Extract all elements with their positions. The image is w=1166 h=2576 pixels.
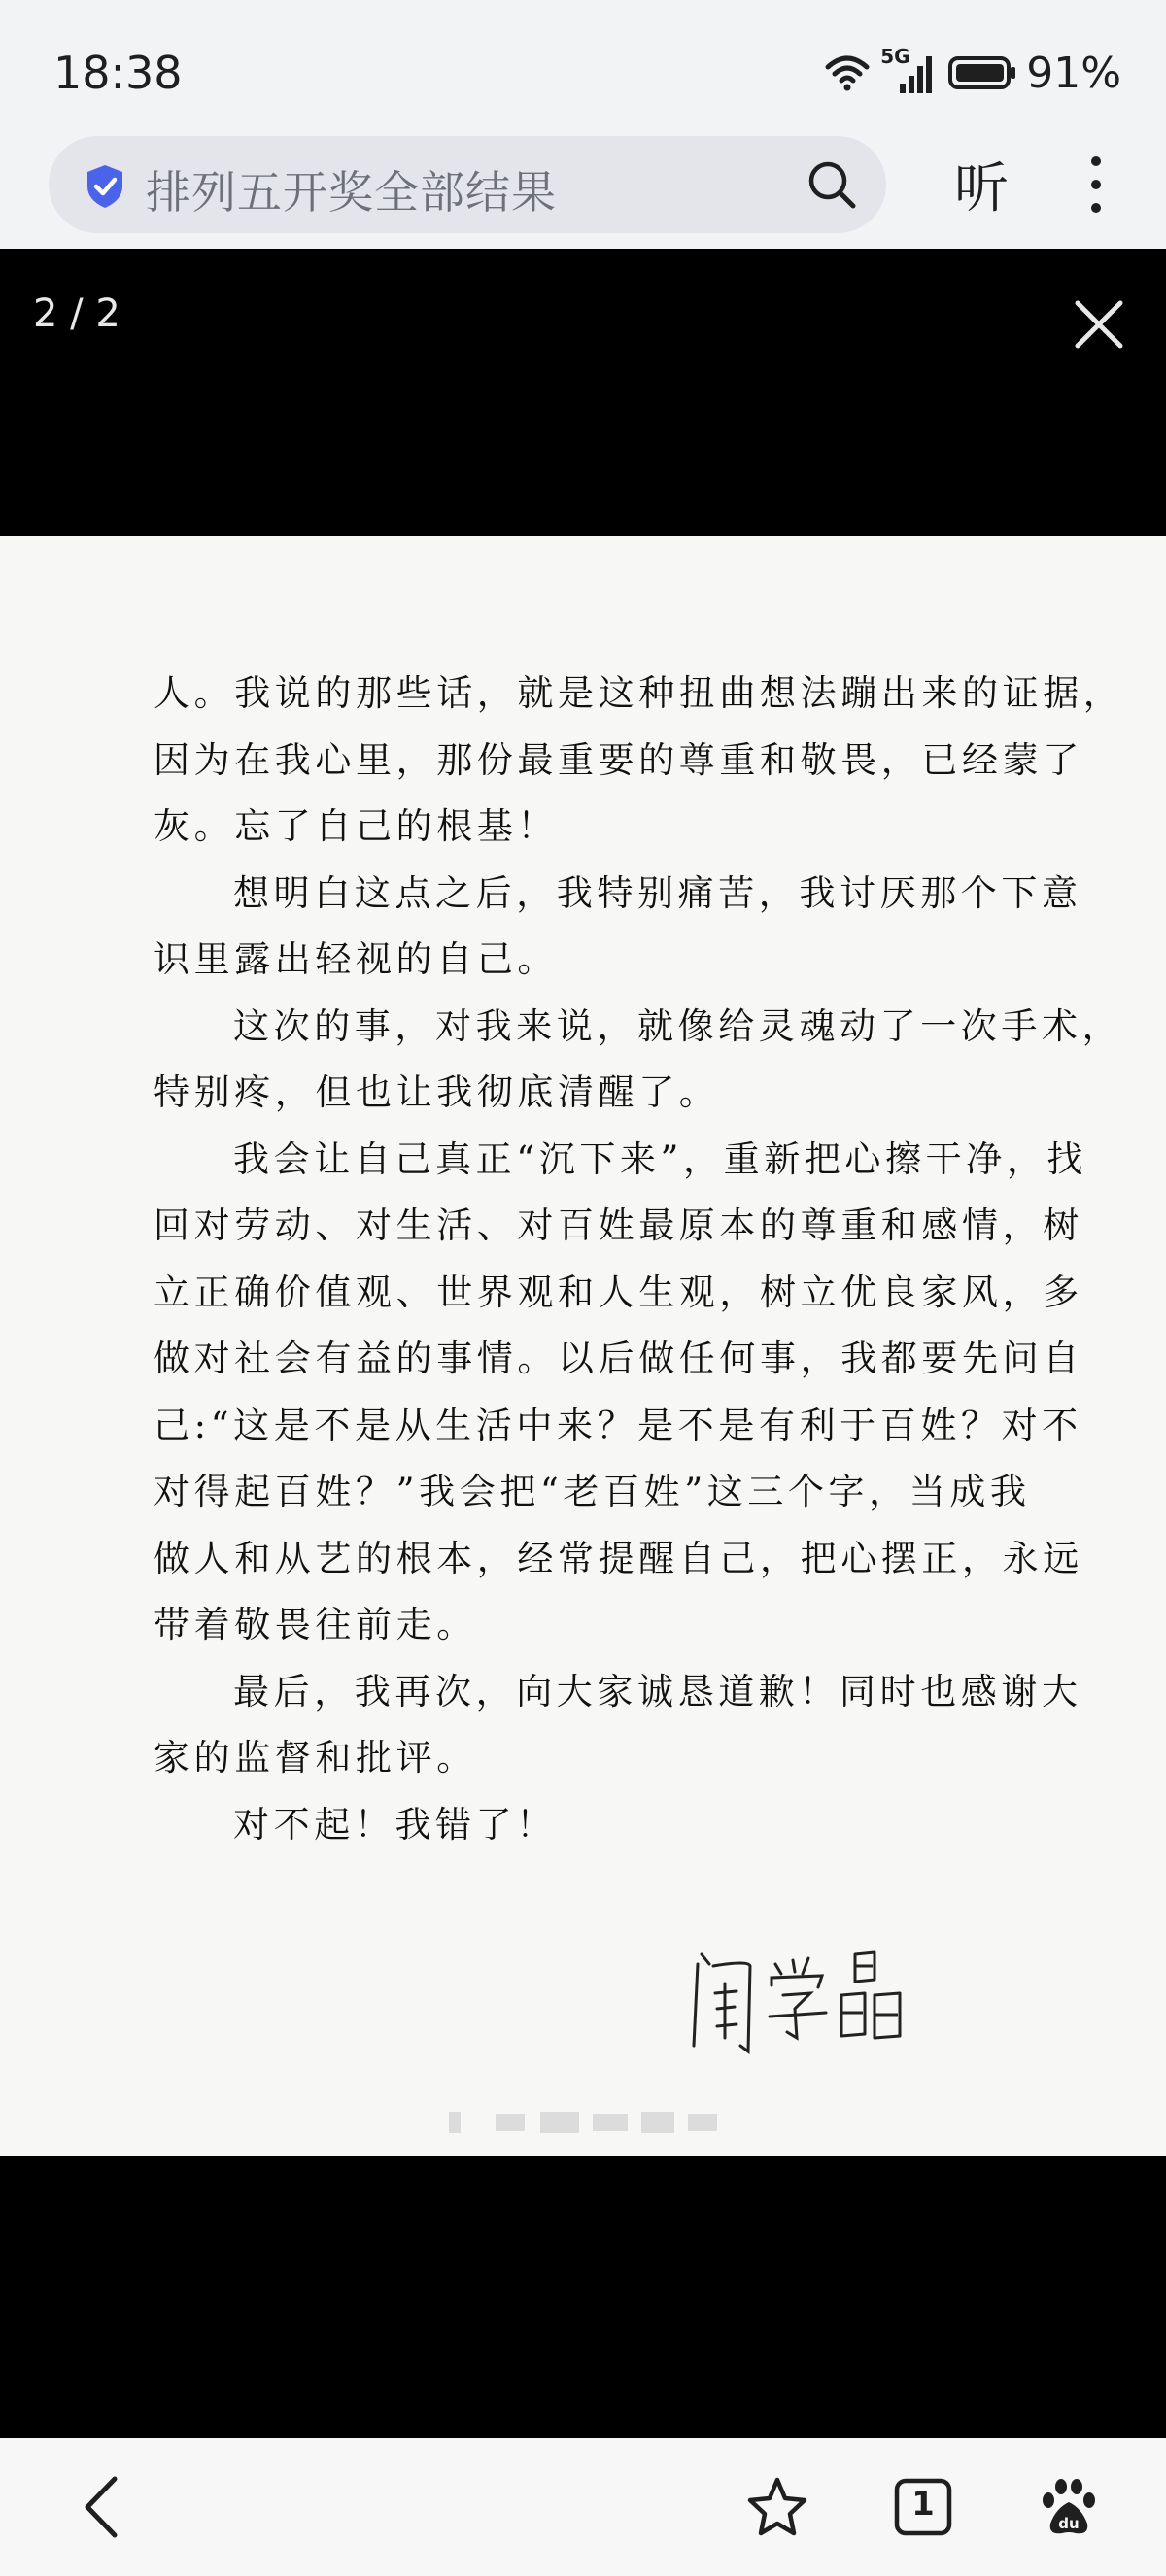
battery-icon bbox=[948, 55, 1016, 90]
svg-text:du: du bbox=[1058, 2515, 1080, 2532]
letter-line: 做对社会有益的事情。以后做任何事，我都要先问自 bbox=[154, 1338, 1083, 1379]
back-icon bbox=[78, 2473, 126, 2541]
search-icon[interactable] bbox=[806, 159, 857, 210]
letter-line: 回对劳动、对生活、对百姓最原本的尊重和感情，树 bbox=[154, 1204, 1083, 1246]
faint-watermark bbox=[447, 2108, 729, 2137]
letter-line: 因为在我心里，那份最重要的尊重和敬畏，已经蒙了 bbox=[154, 738, 1083, 781]
viewer-footer bbox=[0, 2156, 1166, 2438]
battery-percent: 91% bbox=[1026, 48, 1121, 98]
letter-line: 灰。忘了自己的根基！ bbox=[154, 805, 558, 847]
letter-line: 这次的事，对我来说，就像给灵魂动了一次手术， bbox=[233, 1004, 1123, 1047]
viewer-header bbox=[0, 249, 1166, 536]
image-counter: 2 / 2 bbox=[33, 291, 120, 336]
bottom-nav bbox=[0, 2438, 1166, 2576]
close-icon[interactable] bbox=[1074, 299, 1124, 350]
listen-button[interactable]: 听 bbox=[954, 157, 1009, 220]
tab-count: 1 bbox=[911, 2485, 935, 2524]
network-type: 5G bbox=[880, 45, 910, 68]
letter-line: 立正确价值观、世界观和人生观，树立优良家风，多 bbox=[154, 1271, 1083, 1313]
favorite-button[interactable] bbox=[738, 2438, 816, 2576]
letter-line: 对得起百姓？”我会把“老百姓”这三个字，当成我 bbox=[154, 1471, 1031, 1512]
letter-line: 识里露出轻视的自己。 bbox=[154, 938, 558, 980]
signal-icon bbox=[880, 45, 939, 95]
status-time: 18:38 bbox=[53, 47, 183, 99]
tabs-button[interactable] bbox=[884, 2438, 962, 2576]
star-icon bbox=[745, 2475, 809, 2539]
more-vertical-icon[interactable] bbox=[1080, 153, 1112, 216]
letter-line: 人。我说的那些话，就是这种扭曲想法蹦出来的证据， bbox=[154, 672, 1124, 714]
letter-line: 对不起！我错了！ bbox=[233, 1803, 557, 1846]
letter-line: 最后，我再次，向大家诚恳道歉！同时也感谢大 bbox=[233, 1670, 1082, 1712]
search-query[interactable]: 排列五开奖全部结果 bbox=[146, 166, 557, 219]
letter-line: 我会让自己真正“沉下来”，重新把心擦干净，找 bbox=[233, 1137, 1088, 1180]
status-icons bbox=[824, 45, 1121, 98]
wifi-icon bbox=[824, 53, 871, 92]
baidu-button[interactable] bbox=[1030, 2438, 1108, 2576]
status-bar bbox=[0, 0, 1166, 136]
letter-line: 特别疼，但也让我彻底清醒了。 bbox=[154, 1071, 720, 1113]
signature bbox=[680, 1945, 933, 2061]
back-button[interactable] bbox=[58, 2438, 136, 2576]
letter-body bbox=[154, 661, 1124, 1858]
letter-image[interactable] bbox=[0, 536, 1166, 2156]
baidu-paw-icon bbox=[1037, 2475, 1101, 2539]
shield-check-icon bbox=[84, 163, 126, 210]
search-bar[interactable] bbox=[49, 136, 886, 233]
letter-line: 想明白这点之后，我特别痛苦，我讨厌那个下意 bbox=[233, 871, 1082, 914]
letter-line: 己:“这是不是从生活中来？是不是有利于百姓？对不 bbox=[154, 1404, 1082, 1446]
letter-line: 家的监督和批评。 bbox=[154, 1737, 477, 1779]
letter-line: 带着敬畏往前走。 bbox=[154, 1604, 477, 1645]
letter-line: 做人和从艺的根本，经常提醒自己，把心摆正，永远 bbox=[154, 1537, 1083, 1579]
